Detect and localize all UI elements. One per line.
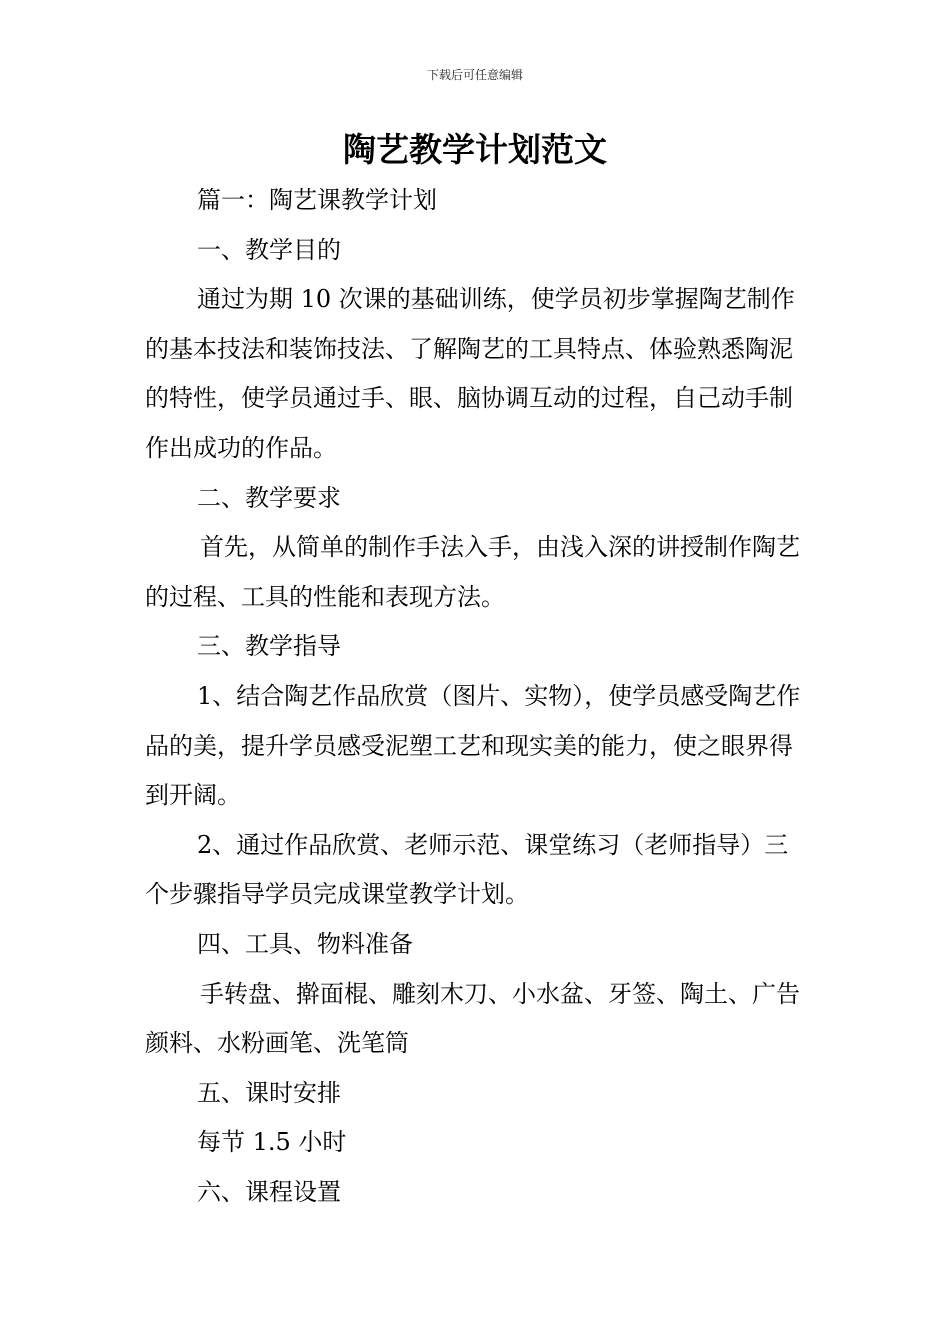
section-heading-purpose: 一、教学目的 <box>197 235 341 264</box>
document-body <box>145 176 810 1217</box>
section-heading-schedule: 五、课时安排 <box>197 1078 341 1107</box>
paragraph-requirements: 首先，从简单的制作手法入手，由浅入深的讲授制作陶艺的过程、工具的性能和表现方法。 <box>145 533 800 611</box>
section-heading-requirements: 二、教学要求 <box>197 483 341 512</box>
section-heading-courses: 六、课程设置 <box>197 1177 341 1206</box>
section-label: 篇一：陶艺课教学计划 <box>197 186 437 214</box>
paragraph-materials: 手转盘、擀面棍、雕刻木刀、小水盆、牙签、陶土、广告颜料、水粉画笔、洗笔筒 <box>145 979 800 1058</box>
paragraph-purpose: 通过为期 10 次课的基础训练，使学员初步掌握陶艺制作的基本技法和装饰技法、了解陶艺的工具特点、体验熟悉陶泥的特性，使学员通过手、眼、脑协调互动的过程，自己动手制作出成功的作品。 <box>145 285 795 462</box>
document-title: 陶艺教学计划范文 <box>343 130 607 169</box>
paragraph-guidance-1: 1、结合陶艺作品欣赏（图片、实物），使学员感受陶艺作品的美，提升学员感受泥塑工艺和现实美的能力，使之眼界得到开阔。 <box>145 681 801 810</box>
section-heading-guidance: 三、教学指导 <box>197 632 341 661</box>
header-note: 下载后可任意编辑 <box>426 68 523 82</box>
paragraph-schedule: 每节 1.5 小时 <box>197 1128 347 1157</box>
paragraph-guidance-2: 2、通过作品欣赏、老师示范、课堂练习（老师指导）三个步骤指导学员完成课堂教学计划。 <box>145 830 789 909</box>
section-heading-materials: 四、工具、物料准备 <box>197 929 413 958</box>
